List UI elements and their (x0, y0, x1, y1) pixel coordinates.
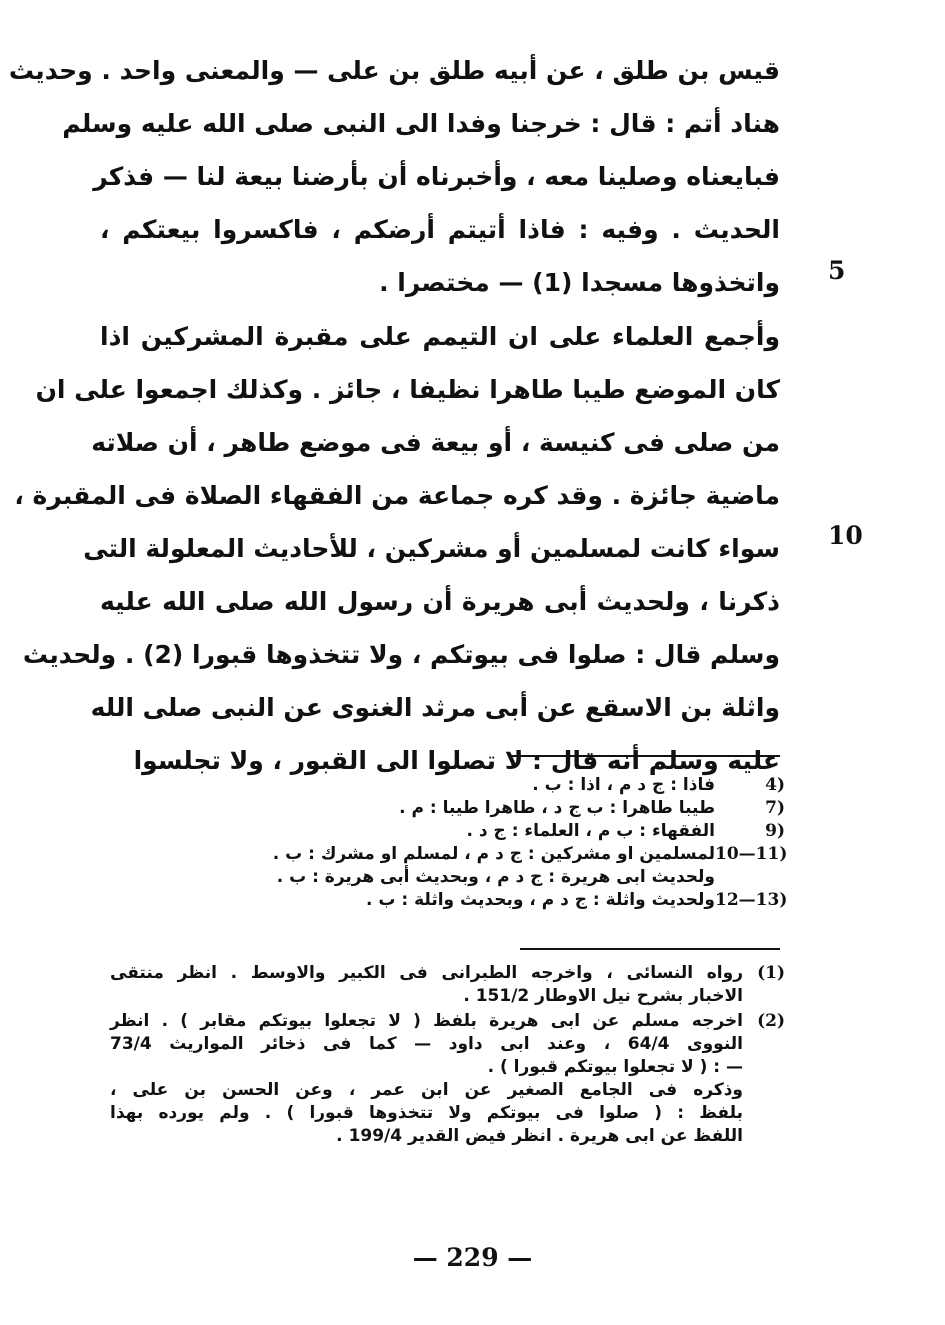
variant-reading (110, 889, 788, 912)
variant-text: فاذا : ج د م ، اذا : ب . (532, 775, 715, 795)
variant-reading (110, 820, 785, 843)
main-text-rule (510, 755, 780, 757)
line-number-5: 5 (828, 256, 846, 285)
variant-reading (110, 774, 785, 797)
page-number: — 229 — (412, 1243, 533, 1272)
paragraph-continued (8, 44, 780, 309)
text-line: من صلى فى كنيسة ، أو بيعة فى موضع طاهر ، أن صلاته (91, 428, 780, 457)
footnote-line: اخرجه مسلم عن ابى هريرة بلفظ ( لا تجعلوا بيوتكم مقابر ) . انظر (110, 1011, 743, 1031)
variant-line-ref: 7) (765, 798, 785, 818)
text-line: فبايعناه وصلينا معه ، وأخبرناه أن بأرضنا بيعة لنا — فذكر (93, 162, 780, 191)
footnote-line: الاخبار بشرح نيل الاوطار 151/2 . (463, 986, 743, 1006)
footnotes (110, 962, 785, 1150)
footnote-line: وذكره فى الجامع الصغير عن ابن عمر ، وعن الحسن بن على ، (110, 1080, 743, 1100)
text-line: واتخذوها مسجدا (1) — مختصرا . (379, 268, 780, 297)
paragraph-consensus (14, 310, 780, 787)
footnote-line: اللفظ عن ابى هريرة . انظر فيض القدير 199/4 . (336, 1126, 743, 1146)
variant-line-ref (715, 866, 785, 889)
variant-text: طيبا طاهرا : ب ج د ، طاهرا طيبا : م . (399, 798, 715, 818)
variant-text: لمسلمين او مشركين : ج د م ، لمسلم او مشرك : ب . (272, 844, 715, 864)
footnote-line: النووى 64/4 ، وعند ابى داود — كما فى ذخائر المواريث 73/4 (110, 1034, 743, 1054)
text-line: سواء كانت لمسلمين أو مشركين ، للأحاديث المعلولة التى (83, 534, 780, 563)
footnote-number: (2) (757, 1011, 785, 1031)
variant-line-ref: 9) (765, 821, 785, 841)
variant-line-ref: 4) (765, 775, 785, 795)
text-line: هناد أتم : قال : خرجنا وفدا الى النبى صلى الله عليه وسلم (62, 109, 780, 138)
text-line: كان الموضع طيبا طاهرا نظيفا ، جائز . وكذلك اجمعوا على ان (35, 375, 780, 404)
text-line: ذكرنا ، ولحديث أبى هريرة أن رسول الله صلى الله عليه (100, 587, 780, 616)
footnote-line: — : ( لا تجعلوا بيوتكم قبورا ) . (487, 1057, 743, 1077)
variant-line-ref: 12—13) (715, 890, 788, 910)
variant-line-ref: 10—11) (715, 844, 788, 864)
variant-text: ولحديث واثلة : ج د م ، وبحديث واثلة : ب . (366, 890, 715, 910)
text-line: عليه وسلم أنه قال : لا تصلوا الى القبور ، ولا تجلسوا (133, 746, 780, 775)
text-line: ماضية جائزة . وقد كره جماعة من الفقهاء الصلاة فى المقبرة ، (14, 481, 780, 510)
variant-text: ولحديث ابى هريرة : ج د م ، وبحديث أبى هريرة : ب . (276, 867, 715, 887)
text-line: وسلم قال : صلوا فى بيوتكم ، ولا تتخذوها قبورا (2) . ولحديث (22, 640, 780, 669)
text-line: وأجمع العلماء على ان التيمم على مقبرة المشركين اذا (100, 322, 780, 351)
text-line: واثلة بن الاسقع عن أبى مرثد الغنوى عن النبى صلى الله (90, 693, 780, 722)
footnote (110, 1010, 785, 1148)
variant-reading (110, 843, 788, 866)
footnote-line: رواه النسائى ، واخرجه الطبرانى فى الكبير والاوسط . انظر منتقى (110, 963, 743, 983)
footnote (110, 962, 785, 1008)
variant-text: الفقهاء : ب م ، العلماء : ج د . (466, 821, 715, 841)
footnote-line: بلفظ : ( صلوا فى بيوتكم ولا تتخذوها قبورا ) . ولم يورده بهذا (110, 1103, 743, 1123)
variant-readings (110, 774, 788, 912)
variant-reading (110, 866, 785, 889)
text-line: قيس بن طلق ، عن أبيه طلق بن على — والمعنى واحد . وحديث (8, 56, 780, 85)
footnote-number: (1) (757, 963, 785, 983)
text-line: الحديث . وفيه : فاذا أتيتم أرضكم ، فاكسروا بيعتكم ، (100, 215, 780, 244)
footnote-rule (520, 948, 780, 950)
line-number-10: 10 (828, 521, 863, 550)
variant-reading (110, 797, 785, 820)
